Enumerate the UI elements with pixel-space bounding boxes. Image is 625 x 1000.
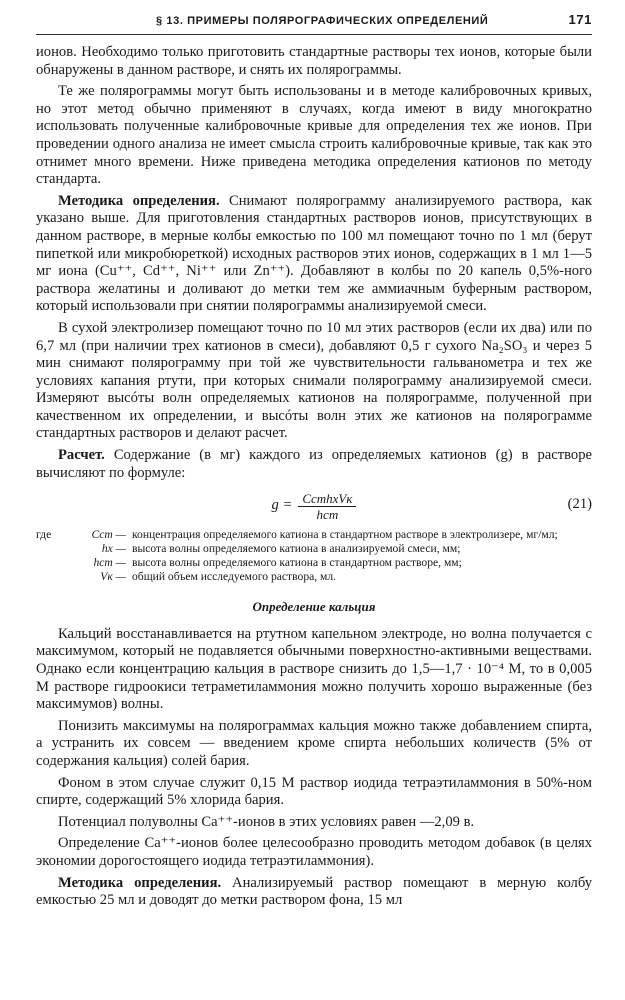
calc-heading: Расчет. bbox=[58, 447, 105, 464]
method-heading: Методика определения. bbox=[58, 192, 220, 209]
definition-symbol: hст — bbox=[93, 556, 126, 570]
method-paragraph bbox=[36, 193, 592, 316]
method-paragraph bbox=[36, 875, 592, 910]
formula-denominator: hст bbox=[316, 506, 339, 522]
definition-prefix: где bbox=[36, 528, 52, 542]
definition-symbol: Vк — bbox=[100, 570, 126, 584]
definition-text: концентрация определяемого катиона в стандартном растворе в электролизере, мг/мл; bbox=[132, 528, 558, 542]
paragraph: ионов. Необходимо только приготовить стандартные растворы тех ионов, которые были обнаружены в данном растворе, и снять их полярограммы. bbox=[36, 44, 592, 78]
calc-text: Содержание (в мг) каждого из определяемых катионов (g) в растворе вычисляют по формуле: bbox=[36, 447, 592, 481]
paragraph: Фоном в этом случае служит 0,15 M раствор иодида тетраэтиламмония в 50%-ном спирте, содержащий 5% хлорида бария. bbox=[36, 774, 592, 809]
definition-prefix bbox=[36, 570, 72, 584]
paragraph: Те же полярограммы могут быть использованы и в методе калибровочных кривых, но этот метод обычно применяют в случаях, когда имеют в виду многократно использовать полученные калибровочные кривые для определения тех же ионов. При проведении одного анализа не имеет смысла строить калибровочные кривые, так как это отнимет много времени. Ниже приведена методика определения катионов по методу стандарта. bbox=[36, 83, 592, 188]
paragraph: Потенциал полуволны Ca⁺⁺-ионов в этих условиях равен —2,09 в. bbox=[58, 813, 475, 830]
paragraph: Кальций восстанавливается на ртутном капельном электроде, но волна получается с максимумом, который не подавляется обычными поверхностно-активными веществами. Однако если концентрацию кальция в растворе снизить до 1,5—1,7 · 10⁻⁴ M, то в 0,005 M растворе гидроокиси тетраметиламмония можно получить хорошо выраженные (без максимумов) волны. bbox=[36, 625, 592, 713]
formula-fraction bbox=[298, 491, 356, 522]
formula-definitions bbox=[36, 528, 592, 584]
definition-row bbox=[36, 570, 592, 584]
definition-symbol: hx — bbox=[101, 542, 126, 556]
book-page bbox=[36, 12, 592, 992]
page-body bbox=[36, 44, 592, 910]
paragraph: Понизить максимумы на полярограммах кальция можно также добавлением спирта, а устранить их совсем — введением кроме спирта небольших количеств (5% от содержания кальция) солей бария. bbox=[36, 717, 592, 769]
method-text: Снимают полярограмму анализируемого раствора, как указано выше. Для приготовления стандартных растворов ионов, присутствующих в данном растворе, в мерные колбы емкостью по 100 мл помещают точно по 1 мл (берут пипеткой или микробюреткой) исходных растворов этих ионов, содержащих в 1 мл 1—5 мг иона (Cu⁺⁺, Cd⁺⁺, Ni⁺⁺ или Zn⁺⁺). Добавляют в колбы по 20 капель 0,5%-ного раствора желатины и доливают до метки тем же аммиачным буферным раствором, который использовали при снятии полярограммы анализируемой смеси. bbox=[36, 192, 592, 315]
formula-21 bbox=[36, 486, 592, 526]
section-title: Определение кальция bbox=[252, 599, 376, 615]
definition-text: высота волны определяемого катиона в стандартном растворе, мм; bbox=[132, 556, 462, 570]
header-title: § 13. ПРИМЕРЫ ПОЛЯРОГРАФИЧЕСКИХ ОПРЕДЕЛЕНИЙ bbox=[156, 15, 489, 27]
calc-paragraph bbox=[36, 447, 592, 482]
definition-row bbox=[36, 556, 592, 570]
paragraph: В сухой электролизер помещают точно по 10 мл этих растворов (если их два) или по 6,7 мл (при наличии трех катионов в смеси), добавляют 0,5 г сухого Na₂SO₃ и через 5 мин снимают полярограмму при той же чувствительности гальванометра и тех же условиях капания ртути, при которых снимали полярограмму анализируемой смеси. Измеряют высóты волн определяемых катионов на полярограмме, полученной при качественном их определении, и высóты волн этих же катионов на полярограмме стандартных растворов и делают расчет. bbox=[36, 319, 592, 442]
method-heading: Методика определения. bbox=[58, 874, 222, 891]
equation-number: (21) bbox=[567, 496, 592, 513]
paragraph: Определение Ca⁺⁺-ионов более целесообразно проводить методом добавок (в целях экономии дорогостоящего иодида тетраэтиламмония). bbox=[36, 835, 592, 869]
formula-numerator: CстhxVк bbox=[298, 491, 356, 507]
definition-text: общий объем исследуемого раствора, мл. bbox=[132, 570, 337, 584]
formula-lhs: g = bbox=[271, 497, 293, 514]
definition-prefix bbox=[36, 556, 72, 570]
page-number: 171 bbox=[568, 12, 592, 27]
definition-text: высота волны определяемого катиона в анализируемой смеси, мм; bbox=[132, 542, 461, 556]
running-header bbox=[36, 12, 592, 35]
definition-row bbox=[36, 542, 592, 556]
definition-row bbox=[36, 528, 592, 542]
definition-symbol: Cст — bbox=[91, 528, 126, 542]
definition-prefix bbox=[36, 542, 72, 556]
method-text: Анализируемый раствор помещают в мерную колбу емкостью 25 мл и доводят до метки раствором фона, 15 мл bbox=[36, 874, 593, 909]
